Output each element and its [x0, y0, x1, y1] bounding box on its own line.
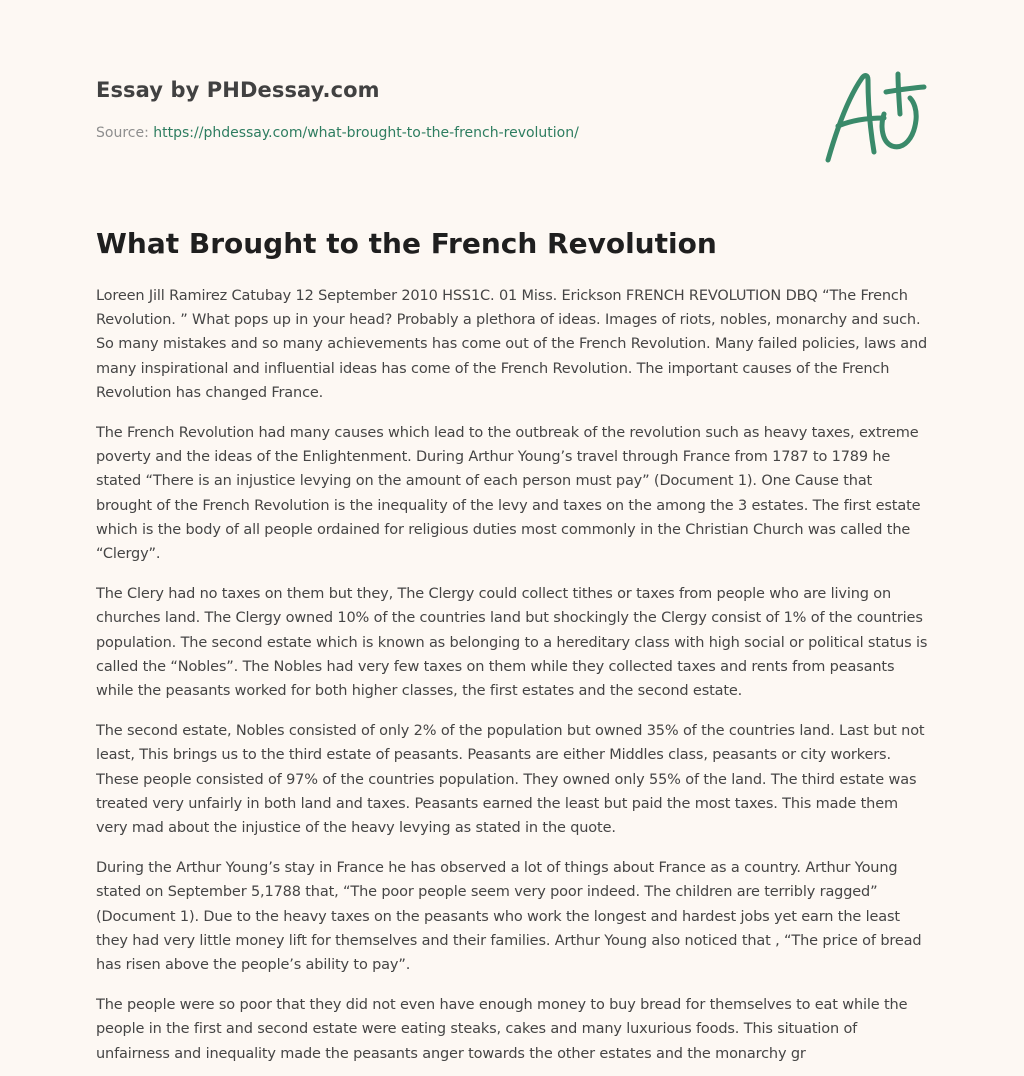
- essay-header: [96, 76, 796, 142]
- source-label: Source:: [96, 125, 154, 141]
- essay-title: What Brought to the French Revolution: [96, 227, 717, 260]
- essay-paragraph: During the Arthur Young’s stay in France he has observed a lot of things about France as a country. Arthur Young stated on September 5,1788 that, “The poor people seem very poor indeed. The children are terribly ragged” (Document 1). Due to the heavy taxes on the peasants who work the longest and hardest jobs yet earn the least they had very little money lift for themselves and their families. Arthur Young also noticed that , “The price of bread has risen above the people’s ability to pay”.: [96, 860, 922, 974]
- essay-paragraph: The second estate, Nobles consisted of only 2% of the population but owned 35% of the countries land. Last but not least, This brings us to the third estate of peasants. Peasants are either Middles class, peasants or city workers. These people consisted of 97% of the countries population. They owned only 55% of the land. The third estate was treated very unfairly in both land and taxes. Peasants earned the least but paid the most taxes. This made them very mad about the injustice of the heavy levying as stated in the quote.: [96, 723, 925, 837]
- essay-paragraph: The French Revolution had many causes which lead to the outbreak of the revolution such as heavy taxes, extreme poverty and the ideas of the Enlightenment. During Arthur Young’s travel through France from 1787 to 1789 he stated “There is an injustice levying on the amount of each person must pay” (Document 1). One Cause that brought of the French Revolution is the inequality of the levy and taxes on the among the 3 estates. The first estate which is the body of all people ordained for religious duties most commonly in the Christian Church was called the “Clergy”.: [96, 425, 921, 563]
- source-line: [96, 124, 796, 142]
- a-plus-grade-icon: [818, 62, 934, 168]
- essay-paragraph: Loreen Jill Ramirez Catubay 12 September 2010 HSS1C. 01 Miss. Erickson FRENCH REVOLUTION DBQ “The French Revolution. ” What pops up in your head? Probably a plethora of ideas. Images of riots, nobles, monarchy and such. So many mistakes and so many achievements has come out of the French Revolution. Many failed policies, laws and many inspirational and influential ideas has come of the French Revolution. The important causes of the French Revolution has changed France.: [96, 288, 928, 401]
- essay-paragraph: The Clery had no taxes on them but they, The Clergy could collect tithes or taxes from people who are living on churches land. The Clergy owned 10% of the countries land but shockingly the Clergy consist of 1% of the countries population. The second estate which is known as belonging to a hereditary class with high social or political status is called the “Nobles”. The Nobles had very few taxes on them while they collected taxes and rents from peasants while the peasants worked for both higher classes, the first estates and the second estate.: [96, 586, 928, 700]
- site-brand: Essay by PHDessay.com: [96, 78, 380, 102]
- essay-body: [96, 284, 930, 1076]
- source-link[interactable]: https://phdessay.com/what-brought-to-the-french-revolution/: [153, 125, 579, 141]
- essay-paragraph: The people were so poor that they did not even have enough money to buy bread for themselves to eat while the people in the first and second estate were eating steaks, cakes and many luxurious foods. This situation of unfairness and inequality made the peasants anger towards the other estates and the monarchy gr: [96, 997, 908, 1062]
